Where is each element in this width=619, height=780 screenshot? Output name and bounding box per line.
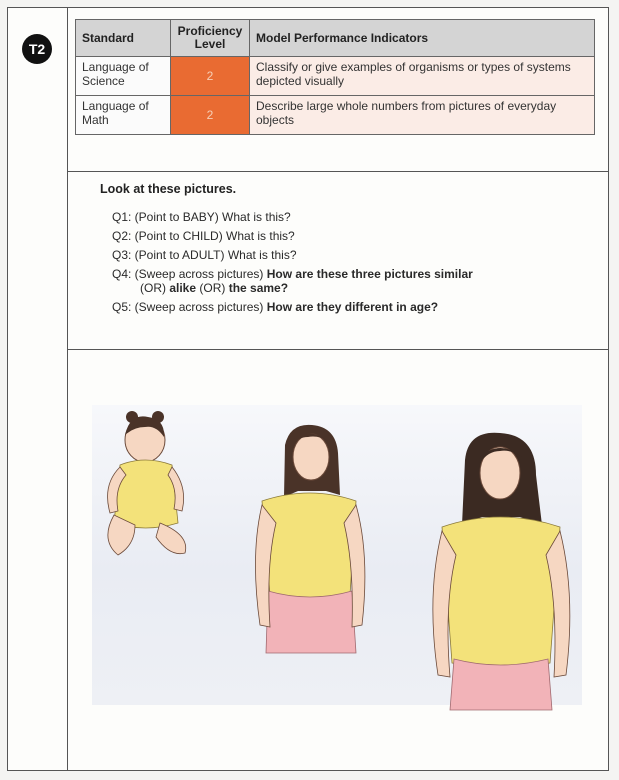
questions-title: Look at these pictures.: [100, 182, 237, 196]
question-block: [100, 182, 600, 319]
header-proficiency-level: [171, 20, 250, 57]
child-figure: [255, 425, 364, 653]
age-illustration: [90, 405, 590, 715]
table-row: [76, 96, 595, 135]
question-text: Q1: (Point to BABY) What is this?: [112, 210, 291, 224]
question-item: [112, 229, 600, 243]
question-bold-text: How are these three pictures similar: [266, 267, 473, 281]
standard-cell: Language of Math: [76, 96, 171, 135]
section-divider: [68, 349, 608, 350]
question-item: [112, 300, 600, 314]
header-standard: Standard: [76, 20, 171, 57]
adult-figure: [433, 433, 570, 710]
section-divider: [68, 171, 608, 172]
question-text: Q5: (Sweep across pictures): [112, 300, 267, 314]
task-badge: T2: [22, 34, 52, 64]
question-text: Q2: (Point to CHILD) What is this?: [112, 229, 295, 243]
question-item: [112, 210, 600, 224]
table-row: [76, 57, 595, 96]
question-bold-text: How are they different in age?: [266, 300, 439, 314]
standards-table: [75, 19, 595, 135]
question-item: [112, 267, 600, 295]
question-text: (OR): [140, 281, 170, 295]
question-text: Q4: (Sweep across pictures): [112, 267, 267, 281]
standard-cell: Language of Science: [76, 57, 171, 96]
question-text: Q3: (Point to ADULT) What is this?: [112, 248, 297, 262]
level-cell: 2: [171, 96, 250, 135]
table-header-row: [76, 20, 595, 57]
question-text: (OR): [196, 281, 229, 295]
header-level-line1: Proficiency: [177, 24, 243, 38]
level-cell: 2: [171, 57, 250, 96]
question-bold-text: the same?: [228, 281, 289, 295]
indicator-cell: Classify or give examples of organisms or types of systems depicted visually: [250, 57, 595, 96]
header-indicators: Model Performance Indicators: [250, 20, 595, 57]
header-level-line2: Level: [194, 37, 226, 51]
left-margin-column: [8, 8, 68, 770]
question-continuation: [140, 281, 600, 295]
question-item: [112, 248, 600, 262]
question-bold-text: alike: [169, 281, 197, 295]
baby-figure: [108, 411, 186, 555]
indicator-cell: Describe large whole numbers from pictures of everyday objects: [250, 96, 595, 135]
